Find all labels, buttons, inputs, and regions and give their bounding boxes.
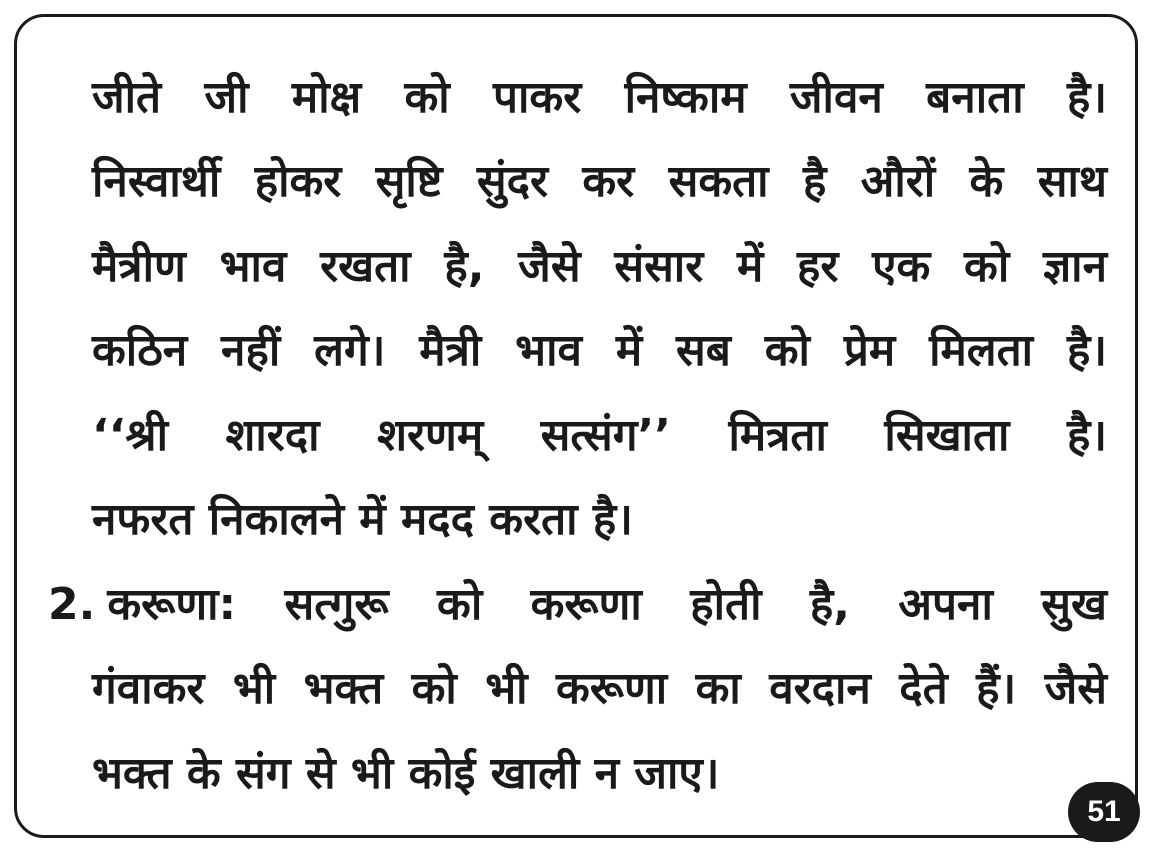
text-line-8: गंवाकर भी भक्त को भी करूणा का वरदान देते हैं। जैसे — [92, 663, 1107, 714]
text-line-1: जीते जी मोक्ष को पाकर निष्काम जीवन बनाता है। — [92, 72, 1107, 123]
text-line-3: मैत्रीण भाव रखता है, जैसे संसार में हर एक को ज्ञान — [92, 241, 1107, 292]
list-number: 2. — [48, 579, 96, 630]
list-item-2 — [48, 575, 1107, 635]
text-line-7: करूणा: सत्गुरू को करूणा होती है, अपना सुख — [107, 579, 1107, 630]
text-line-6: नफरत निकालने में मदद करता है। — [92, 494, 633, 545]
text-line-2: निस्वार्थी होकर सृष्टि सुंदर कर सकता है औरों के साथ — [92, 156, 1107, 207]
text-line-9: भक्त के संग से भी कोई खाली न जाए। — [92, 748, 720, 799]
text-line-5: ‘‘श्री शारदा शरणम् सत्संग’’ मित्रता सिखाता है। — [92, 410, 1107, 461]
text-line-4: कठिन नहीं लगे। मैत्री भाव में सब को प्रेम मिलता है। — [92, 325, 1107, 376]
page-number-badge: 51 — [1068, 782, 1140, 842]
